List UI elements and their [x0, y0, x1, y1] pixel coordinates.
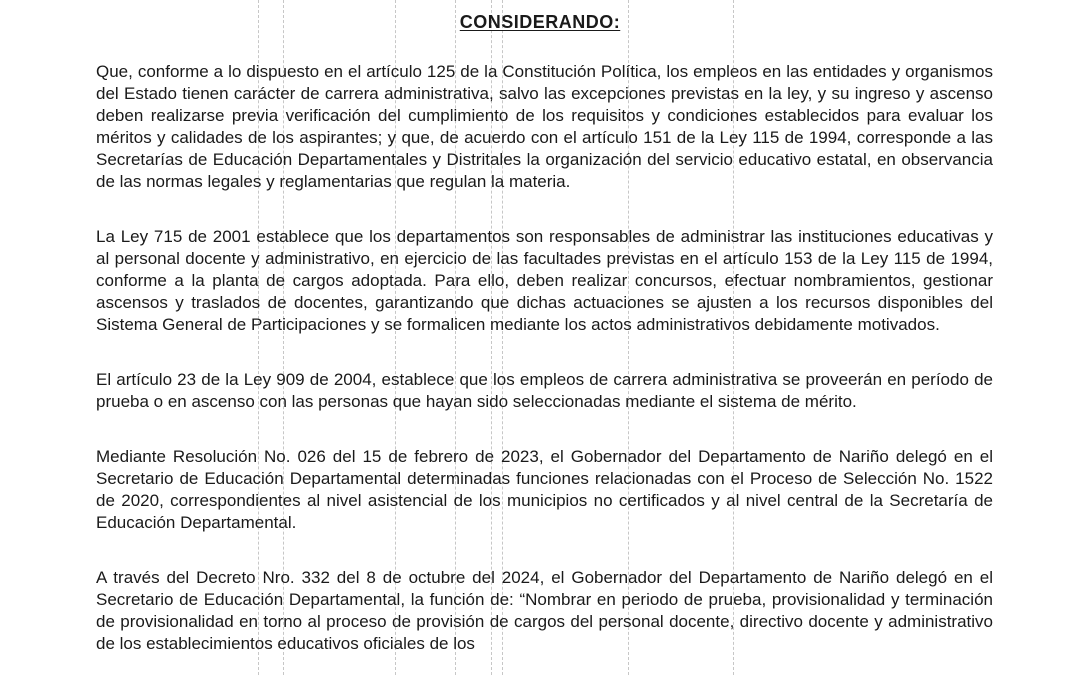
document-body: [96, 61, 993, 675]
paragraph: Mediante Resolución No. 026 del 15 de febrero de 2023, el Gobernador del Departamento de Nariño delegó en el Secretario de Educación Departamental determinadas funciones relacionadas con el Proceso de Selección No. 1522 de 2020, correspondientes al nivel asistencial de los municipios no certificados y al nivel central de la Secretaría de Educación Departamental.: [96, 447, 993, 532]
paragraph: A través del Decreto Nro. 332 del 8 de octubre del 2024, el Gobernador del Departamento de Nariño delegó en el Secretario de Educación Departamental, la función de: “Nombrar en periodo de prueba, provisionalidad y terminación de provisionalidad en torno al proceso de provisión de cargos del personal docente, directivo docente y administrativo de los establecimientos educativos oficiales de los: [96, 568, 993, 653]
paragraph: Que, conforme a lo dispuesto en el artículo 125 de la Constitución Política, los empleos en las entidades y organismos del Estado tienen carácter de carrera administrativa, salvo las excepciones previstas en la ley, y su ingreso y ascenso deben realizarse previa verificación del cumplimiento de los requisitos y condiciones establecidos para evaluar los méritos y calidades de los aspirantes; y que, de acuerdo con el artículo 151 de la Ley 115 de 1994, corresponde a las Secretarías de Educación Departamentales y Distritales la organización del servicio educativo estatal, en observancia de las normas legales y reglamentarias que regulan la materia.: [96, 62, 993, 191]
paragraph: El artículo 23 de la Ley 909 de 2004, establece que los empleos de carrera administrativa se proveerán en período de prueba o en ascenso con las personas que hayan sido seleccionadas mediante el sistema de mérito.: [96, 370, 993, 411]
paragraph: La Ley 715 de 2001 establece que los departamentos son responsables de administrar las instituciones educativas y al personal docente y administrativo, en ejercicio de las facultades previstas en el artículo 153 de la Ley 115 de 1994, conforme a la planta de cargos adoptada. Para ello, deben realizar concursos, efectuar nombramientos, gestionar ascensos y traslados de docentes, garantizando que dichas actuaciones se ajusten a los recursos disponibles del Sistema General de Participaciones y se formalicen mediante los actos administrativos debidamente motivados.: [96, 227, 993, 334]
document-heading: CONSIDERANDO:: [459, 12, 621, 32]
